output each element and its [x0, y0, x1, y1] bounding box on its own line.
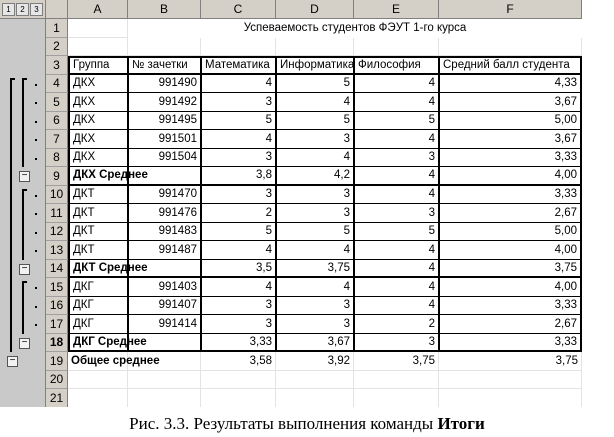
outline-row-dot-6	[35, 121, 37, 123]
subtotal-row19-group[interactable]: Общее среднее	[68, 352, 128, 371]
data-row12-inf[interactable]: 5	[276, 223, 354, 242]
row-header-20[interactable]: 20	[46, 371, 68, 390]
subtotal-row14-inf[interactable]: 3,75	[276, 260, 354, 279]
cell-row2-d[interactable]	[276, 38, 354, 57]
data-row7-avg[interactable]: 3,67	[439, 130, 582, 149]
data-row5-math[interactable]: 3	[201, 93, 276, 112]
data-row12-avg[interactable]: 5,00	[439, 223, 582, 242]
subtotal-row9-math[interactable]: 3,8	[201, 167, 276, 186]
header-cell-informatics[interactable]: Информатика	[276, 56, 354, 75]
data-row16-inf[interactable]: 3	[276, 297, 354, 316]
row-header-21[interactable]: 21	[46, 389, 68, 407]
header-cell-group[interactable]: Группа	[68, 56, 128, 75]
data-row16-phil[interactable]: 4	[354, 297, 439, 316]
data-row5-phil[interactable]: 4	[354, 93, 439, 112]
data-row10-math[interactable]: 3	[201, 186, 276, 205]
subtotal-row14-phil[interactable]: 4	[354, 260, 439, 279]
subtotal-row19-phil[interactable]: 3,75	[354, 352, 439, 371]
data-row10-phil[interactable]: 4	[354, 186, 439, 205]
outline-level-buttons	[0, 0, 46, 19]
row-header-5[interactable]: 5	[46, 93, 68, 112]
subtotal-row14-avg[interactable]: 3,75	[439, 260, 582, 279]
subtotal-row18-inf[interactable]: 3,67	[276, 334, 354, 353]
data-row13-record[interactable]: 991487	[128, 241, 201, 260]
header-cell-record[interactable]: № зачетки	[128, 56, 201, 75]
cell-row21-e[interactable]	[354, 389, 439, 407]
cell-row20-d[interactable]	[276, 371, 354, 390]
data-row8-avg[interactable]: 3,33	[439, 149, 582, 168]
outline-row-dot-11	[35, 213, 37, 215]
cell-row2-b[interactable]	[128, 38, 201, 57]
collapse-dkt-button[interactable]: −	[19, 264, 30, 275]
data-row5-group[interactable]: ДКХ	[68, 93, 128, 112]
cell-row20-b[interactable]	[128, 371, 201, 390]
cell-row20-f[interactable]	[439, 371, 582, 390]
subtotal-row9-avg[interactable]: 4,00	[439, 167, 582, 186]
data-row16-avg[interactable]: 3,33	[439, 297, 582, 316]
data-row5-avg[interactable]: 3,67	[439, 93, 582, 112]
row-header-19[interactable]: 19	[46, 352, 68, 371]
row-header-3[interactable]: 3	[46, 56, 68, 75]
data-row8-math[interactable]: 3	[201, 149, 276, 168]
subtotal-row9-inf[interactable]: 4,2	[276, 167, 354, 186]
collapse-dkh-button[interactable]: −	[19, 171, 30, 182]
data-row13-phil[interactable]: 4	[354, 241, 439, 260]
data-row7-inf[interactable]: 3	[276, 130, 354, 149]
data-row6-group[interactable]: ДКХ	[68, 112, 128, 131]
row-header-12[interactable]: 12	[46, 223, 68, 242]
outline-bracket-dkg-tick	[22, 281, 27, 283]
row-header-16[interactable]: 16	[46, 297, 68, 316]
data-row4-avg[interactable]: 4,33	[439, 75, 582, 94]
sheet-title[interactable]: Успеваемость студентов ФЭУТ 1-го курса	[243, 22, 467, 35]
data-row15-avg[interactable]: 4,00	[439, 278, 582, 297]
data-row4-phil[interactable]: 4	[354, 75, 439, 94]
outline-bracket-level1	[10, 78, 12, 353]
data-row11-avg[interactable]: 2,67	[439, 204, 582, 223]
cell-row20-a[interactable]	[68, 371, 128, 390]
row-header-14[interactable]: 14	[46, 260, 68, 279]
outline-level-1-button[interactable]: 1	[2, 3, 15, 16]
data-row10-inf[interactable]: 3	[276, 186, 354, 205]
data-row10-avg[interactable]: 3,33	[439, 186, 582, 205]
data-row10-group[interactable]: ДКТ	[68, 186, 128, 205]
row-header-17[interactable]: 17	[46, 315, 68, 334]
collapse-dkg-button[interactable]: −	[19, 338, 30, 349]
cell-row20-e[interactable]	[354, 371, 439, 390]
outline-row-dot-13	[35, 250, 37, 252]
outline-row-dot-17	[35, 324, 37, 326]
row-header-11[interactable]: 11	[46, 204, 68, 223]
column-header-b[interactable]: B	[128, 0, 201, 19]
data-row6-avg[interactable]: 5,00	[439, 112, 582, 131]
data-row8-phil[interactable]: 3	[354, 149, 439, 168]
subtotal-row9-phil[interactable]: 4	[354, 167, 439, 186]
cell-row20-c[interactable]	[201, 371, 276, 390]
outline-level-2-button[interactable]: 2	[16, 3, 29, 16]
figure-caption	[0, 410, 614, 437]
cell-row1-a[interactable]	[68, 19, 128, 38]
data-row6-inf[interactable]: 5	[276, 112, 354, 131]
data-row15-record[interactable]: 991403	[128, 278, 201, 297]
data-row12-phil[interactable]: 5	[354, 223, 439, 242]
data-row10-record[interactable]: 991470	[128, 186, 201, 205]
data-row15-phil[interactable]: 4	[354, 278, 439, 297]
subtotal-row18-avg[interactable]: 3,33	[439, 334, 582, 353]
outline-bracket-dkt-tick	[22, 189, 27, 191]
column-header-c[interactable]: C	[201, 0, 276, 19]
subtotal-row18-group[interactable]: ДКГ Среднее	[68, 334, 128, 353]
outline-bracket-dkg	[22, 281, 24, 334]
outline-row-dot-16	[35, 306, 37, 308]
subtotal-row19-inf[interactable]: 3,92	[276, 352, 354, 371]
outline-row-dot-7	[35, 139, 37, 141]
data-row12-math[interactable]: 5	[201, 223, 276, 242]
data-row12-record[interactable]: 991483	[128, 223, 201, 242]
outline-row-dot-15	[35, 287, 37, 289]
data-row11-record[interactable]: 991476	[128, 204, 201, 223]
data-row6-math[interactable]: 5	[201, 112, 276, 131]
column-header-f[interactable]: F	[439, 0, 582, 19]
data-row13-group[interactable]: ДКТ	[68, 241, 128, 260]
data-row13-avg[interactable]: 4,00	[439, 241, 582, 260]
data-row11-phil[interactable]: 3	[354, 204, 439, 223]
row-header-13[interactable]: 13	[46, 241, 68, 260]
header-cell-avg[interactable]: Средний балл студента	[439, 56, 582, 75]
data-row4-inf[interactable]: 5	[276, 75, 354, 94]
outline-bracket-dkh-tick	[22, 78, 27, 80]
caption-text: Рис. 3.3. Результаты выполнения команды	[129, 414, 438, 433]
row-header-18[interactable]: 18	[46, 334, 68, 353]
row-header-1[interactable]: 1	[46, 19, 68, 38]
data-row17-record[interactable]: 991414	[128, 315, 201, 334]
data-row17-inf[interactable]: 3	[276, 315, 354, 334]
outline-bracket-dkt	[22, 189, 24, 260]
data-row8-inf[interactable]: 4	[276, 149, 354, 168]
cell-row21-b[interactable]	[128, 389, 201, 407]
subtotal-row18-phil[interactable]: 3	[354, 334, 439, 353]
data-row8-group[interactable]: ДКХ	[68, 149, 128, 168]
subtotal-row19-avg[interactable]: 3,75	[439, 352, 582, 371]
column-header-e[interactable]: E	[354, 0, 439, 19]
data-row15-group[interactable]: ДКГ	[68, 278, 128, 297]
data-row11-group[interactable]: ДКТ	[68, 204, 128, 223]
select-all-corner[interactable]	[46, 0, 68, 19]
data-row4-record[interactable]: 991490	[128, 75, 201, 94]
data-row17-math[interactable]: 3	[201, 315, 276, 334]
cell-row21-a[interactable]	[68, 389, 128, 407]
data-row13-inf[interactable]: 4	[276, 241, 354, 260]
data-row12-group[interactable]: ДКТ	[68, 223, 128, 242]
outline-row-dot-4	[35, 84, 37, 86]
data-row16-record[interactable]: 991407	[128, 297, 201, 316]
subtotal-row18-math[interactable]: 3,33	[201, 334, 276, 353]
data-row5-record[interactable]: 991492	[128, 93, 201, 112]
outline-level-3-button[interactable]: 3	[30, 3, 43, 16]
subtotal-row14-group[interactable]: ДКТ Среднее	[68, 260, 128, 279]
row-header-10[interactable]: 10	[46, 186, 68, 205]
data-row17-phil[interactable]: 2	[354, 315, 439, 334]
data-row8-record[interactable]: 991504	[128, 149, 201, 168]
data-row16-math[interactable]: 3	[201, 297, 276, 316]
data-row17-avg[interactable]: 2,67	[439, 315, 582, 334]
outline-row-dot-5	[35, 102, 37, 104]
row-header-4[interactable]: 4	[46, 75, 68, 94]
subtotal-row9-group[interactable]: ДКХ Среднее	[68, 167, 128, 186]
data-row7-record[interactable]: 991501	[128, 130, 201, 149]
row-header-8[interactable]: 8	[46, 149, 68, 168]
data-row4-math[interactable]: 4	[201, 75, 276, 94]
data-row17-group[interactable]: ДКГ	[68, 315, 128, 334]
cell-row2-e[interactable]	[354, 38, 439, 57]
data-row11-math[interactable]: 2	[201, 204, 276, 223]
row-header-7[interactable]: 7	[46, 130, 68, 149]
row-header-15[interactable]: 15	[46, 278, 68, 297]
data-row15-math[interactable]: 4	[201, 278, 276, 297]
column-header-d[interactable]: D	[276, 0, 354, 19]
data-row16-group[interactable]: ДКГ	[68, 297, 128, 316]
cell-row2-c[interactable]	[201, 38, 276, 57]
data-row7-phil[interactable]: 4	[354, 130, 439, 149]
data-row11-inf[interactable]: 3	[276, 204, 354, 223]
outline-row-dot-12	[35, 232, 37, 234]
caption-emphasis: Итоги	[437, 414, 485, 433]
data-row7-group[interactable]: ДКХ	[68, 130, 128, 149]
cell-row2-f[interactable]	[439, 38, 582, 57]
row-header-9[interactable]: 9	[46, 167, 68, 186]
subtotal-row14-math[interactable]: 3,5	[201, 260, 276, 279]
header-cell-philosophy[interactable]: Философия	[354, 56, 439, 75]
cell-row21-f[interactable]	[439, 389, 582, 407]
data-row13-math[interactable]: 4	[201, 241, 276, 260]
cell-row2-a[interactable]	[68, 38, 128, 57]
outline-bracket-level1-tick	[10, 78, 15, 80]
data-row15-inf[interactable]: 4	[276, 278, 354, 297]
data-row6-record[interactable]: 991495	[128, 112, 201, 131]
data-row4-group[interactable]: ДКХ	[68, 75, 128, 94]
row-header-6[interactable]: 6	[46, 112, 68, 131]
subtotal-row19-math[interactable]: 3,58	[201, 352, 276, 371]
collapse-all-button[interactable]: −	[7, 356, 18, 367]
outline-bar	[0, 19, 46, 407]
cell-row21-c[interactable]	[201, 389, 276, 407]
data-row5-inf[interactable]: 4	[276, 93, 354, 112]
outline-row-dot-8	[35, 158, 37, 160]
outline-row-dot-10	[35, 195, 37, 197]
data-row6-phil[interactable]: 5	[354, 112, 439, 131]
row-header-2[interactable]: 2	[46, 38, 68, 57]
column-header-a[interactable]: A	[68, 0, 128, 19]
cell-row21-d[interactable]	[276, 389, 354, 407]
header-cell-math[interactable]: Математика	[201, 56, 276, 75]
data-row7-math[interactable]: 4	[201, 130, 276, 149]
outline-bracket-dkh	[22, 78, 24, 168]
